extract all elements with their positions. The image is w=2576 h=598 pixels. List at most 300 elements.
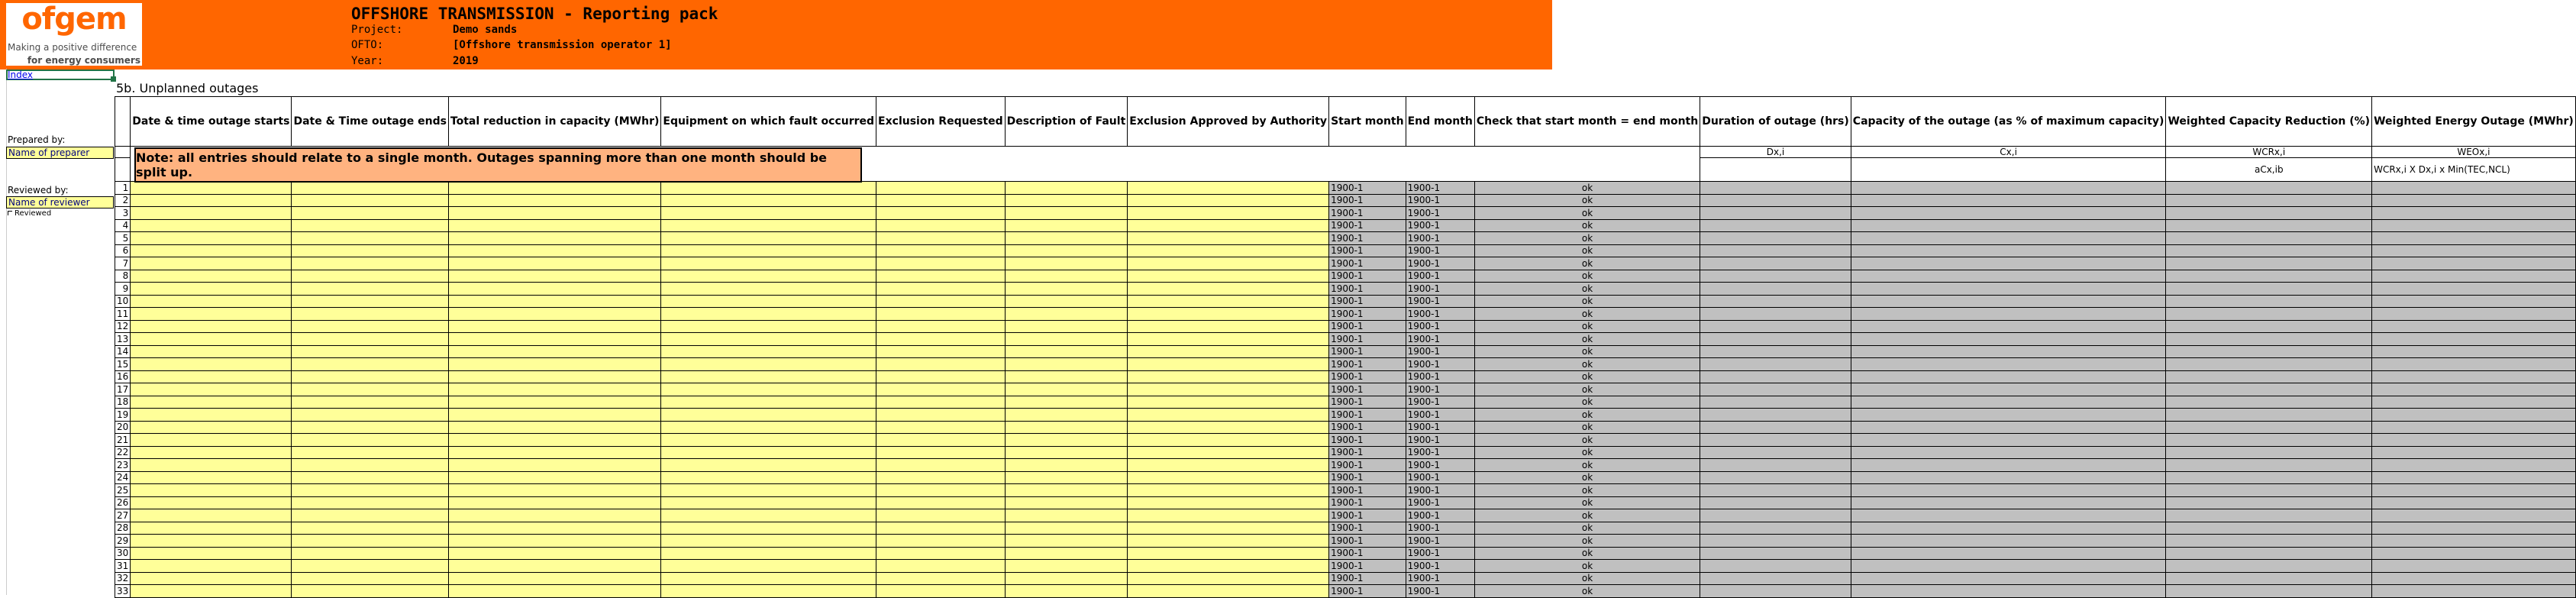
equipment-input[interactable] <box>661 471 876 484</box>
start-month-cell: 1900-1 <box>1329 295 1406 308</box>
fault-description-input[interactable] <box>1005 244 1128 257</box>
capacity-reduction-input[interactable] <box>448 535 660 548</box>
weighted-energy-cell <box>2372 459 2576 472</box>
outage-end-input[interactable] <box>292 585 448 598</box>
exclusion-approved-input[interactable] <box>1128 496 1329 509</box>
outage-start-input[interactable] <box>131 244 292 257</box>
outage-start-input[interactable] <box>131 270 292 283</box>
project-value[interactable]: Demo sands <box>453 24 518 36</box>
duration-cell <box>1700 572 1851 585</box>
start-month-cell: 1900-1 <box>1329 471 1406 484</box>
exclusion-requested-input[interactable] <box>876 446 1006 459</box>
exclusion-requested-input[interactable] <box>876 459 1006 472</box>
fault-description-input[interactable] <box>1005 522 1128 535</box>
end-month-cell: 1900-1 <box>1406 182 1474 195</box>
fault-description-input[interactable] <box>1005 257 1128 270</box>
exclusion-requested-input[interactable] <box>876 194 1006 207</box>
end-month-cell: 1900-1 <box>1406 257 1474 270</box>
exclusion-approved-input[interactable] <box>1128 547 1329 560</box>
capacity-reduction-input[interactable] <box>448 370 660 383</box>
weighted-capacity-cell <box>2166 358 2372 371</box>
fault-description-input[interactable] <box>1005 585 1128 598</box>
outage-end-input[interactable] <box>292 446 448 459</box>
exclusion-requested-input[interactable] <box>876 383 1006 396</box>
outage-start-input[interactable] <box>131 345 292 358</box>
outage-start-input[interactable] <box>131 207 292 220</box>
capacity-pct-cell <box>1851 459 2166 472</box>
outage-end-input[interactable] <box>292 535 448 548</box>
capacity-reduction-input[interactable] <box>448 244 660 257</box>
exclusion-approved-input[interactable] <box>1128 471 1329 484</box>
start-month-cell: 1900-1 <box>1329 496 1406 509</box>
capacity-reduction-input[interactable] <box>448 358 660 371</box>
outage-end-input[interactable] <box>292 295 448 308</box>
outage-end-input[interactable] <box>292 459 448 472</box>
exclusion-approved-input[interactable] <box>1128 283 1329 296</box>
outage-end-input[interactable] <box>292 434 448 447</box>
duration-symbol: Dx,i <box>1700 147 1851 158</box>
equipment-input[interactable] <box>661 535 876 548</box>
outage-end-input[interactable] <box>292 396 448 409</box>
fault-description-input[interactable] <box>1005 320 1128 333</box>
exclusion-approved-input[interactable] <box>1128 333 1329 346</box>
capacity-reduction-input[interactable] <box>448 219 660 232</box>
weighted-energy-cell <box>2372 509 2576 522</box>
capacity-pct-cell <box>1851 496 2166 509</box>
preparer-name-field[interactable]: Name of preparer <box>6 147 114 159</box>
fault-description-input[interactable] <box>1005 219 1128 232</box>
fault-description-input[interactable] <box>1005 471 1128 484</box>
capacity-reduction-input[interactable] <box>448 409 660 422</box>
equipment-input[interactable] <box>661 459 876 472</box>
equipment-input[interactable] <box>661 308 876 321</box>
equipment-input[interactable] <box>661 370 876 383</box>
weighted-capacity-cell <box>2166 446 2372 459</box>
outage-start-input[interactable] <box>131 182 292 195</box>
weighted-energy-cell <box>2372 471 2576 484</box>
exclusion-requested-input[interactable] <box>876 358 1006 371</box>
capacity-reduction-input[interactable] <box>448 434 660 447</box>
fault-description-input[interactable] <box>1005 232 1128 245</box>
capacity-reduction-input[interactable] <box>448 383 660 396</box>
fault-description-input[interactable] <box>1005 383 1128 396</box>
outage-end-input[interactable] <box>292 522 448 535</box>
fault-description-input[interactable] <box>1005 270 1128 283</box>
equipment-input[interactable] <box>661 421 876 434</box>
equipment-input[interactable] <box>661 333 876 346</box>
equipment-input[interactable] <box>661 219 876 232</box>
exclusion-approved-input[interactable] <box>1128 270 1329 283</box>
outage-start-input[interactable] <box>131 232 292 245</box>
exclusion-approved-input[interactable] <box>1128 396 1329 409</box>
ofto-value[interactable]: [Offshore transmission operator 1] <box>453 39 672 51</box>
capacity-pct-cell <box>1851 484 2166 497</box>
weighted-capacity-cell <box>2166 471 2372 484</box>
exclusion-requested-input[interactable] <box>876 396 1006 409</box>
capacity-reduction-input[interactable] <box>448 182 660 195</box>
exclusion-requested-input[interactable] <box>876 509 1006 522</box>
equipment-input[interactable] <box>661 283 876 296</box>
weighted-capacity-cell <box>2166 383 2372 396</box>
month-check-cell: ok <box>1474 270 1700 283</box>
equipment-input[interactable] <box>661 257 876 270</box>
fault-description-input[interactable] <box>1005 459 1128 472</box>
capacity-reduction-input[interactable] <box>448 560 660 573</box>
exclusion-requested-input[interactable] <box>876 547 1006 560</box>
outage-end-input[interactable] <box>292 572 448 585</box>
start-month-cell: 1900-1 <box>1329 333 1406 346</box>
exclusion-approved-input[interactable] <box>1128 421 1329 434</box>
fault-description-input[interactable] <box>1005 207 1128 220</box>
outage-start-input[interactable] <box>131 446 292 459</box>
outage-start-input[interactable] <box>131 496 292 509</box>
exclusion-requested-input[interactable] <box>876 244 1006 257</box>
fault-description-input[interactable] <box>1005 358 1128 371</box>
start-month-cell: 1900-1 <box>1329 434 1406 447</box>
fault-description-input[interactable] <box>1005 560 1128 573</box>
month-check-cell: ok <box>1474 459 1700 472</box>
fault-description-input[interactable] <box>1005 283 1128 296</box>
exclusion-approved-input[interactable] <box>1128 194 1329 207</box>
exclusion-approved-input[interactable] <box>1128 522 1329 535</box>
outage-start-input[interactable] <box>131 370 292 383</box>
outage-start-input[interactable] <box>131 471 292 484</box>
exclusion-requested-input[interactable] <box>876 585 1006 598</box>
exclusion-approved-input[interactable] <box>1128 585 1329 598</box>
weighted-capacity-cell <box>2166 295 2372 308</box>
exclusion-requested-input[interactable] <box>876 270 1006 283</box>
equipment-input[interactable] <box>661 572 876 585</box>
outage-end-input[interactable] <box>292 370 448 383</box>
outage-end-input[interactable] <box>292 496 448 509</box>
outage-start-input[interactable] <box>131 219 292 232</box>
capacity-reduction-input[interactable] <box>448 585 660 598</box>
outage-end-input[interactable] <box>292 409 448 422</box>
capacity-reduction-input[interactable] <box>448 496 660 509</box>
table-row <box>115 471 2576 484</box>
exclusion-requested-input[interactable] <box>876 345 1006 358</box>
outage-start-input[interactable] <box>131 434 292 447</box>
col-header-exclusion-requested: Exclusion Requested <box>876 97 1006 147</box>
month-check-cell: ok <box>1474 396 1700 409</box>
exclusion-approved-input[interactable] <box>1128 244 1329 257</box>
exclusion-requested-input[interactable] <box>876 333 1006 346</box>
row-number: 26 <box>115 496 131 509</box>
capacity-reduction-input[interactable] <box>448 446 660 459</box>
exclusion-requested-input[interactable] <box>876 535 1006 548</box>
exclusion-approved-input[interactable] <box>1128 219 1329 232</box>
capacity-reduction-input[interactable] <box>448 194 660 207</box>
duration-cell <box>1700 308 1851 321</box>
exclusion-approved-input[interactable] <box>1128 572 1329 585</box>
equipment-input[interactable] <box>661 383 876 396</box>
exclusion-requested-input[interactable] <box>876 421 1006 434</box>
capacity-reduction-input[interactable] <box>448 471 660 484</box>
capacity-reduction-input[interactable] <box>448 283 660 296</box>
outage-end-input[interactable] <box>292 270 448 283</box>
capacity-reduction-input[interactable] <box>448 207 660 220</box>
outage-end-input[interactable] <box>292 383 448 396</box>
year-value[interactable]: 2019 <box>453 55 479 67</box>
outage-end-input[interactable] <box>292 232 448 245</box>
row-number: 30 <box>115 547 131 560</box>
capacity-reduction-input[interactable] <box>448 308 660 321</box>
capacity-reduction-input[interactable] <box>448 421 660 434</box>
equipment-input[interactable] <box>661 207 876 220</box>
outage-start-input[interactable] <box>131 547 292 560</box>
capacity-reduction-input[interactable] <box>448 333 660 346</box>
capacity-reduction-input[interactable] <box>448 396 660 409</box>
exclusion-approved-input[interactable] <box>1128 207 1329 220</box>
exclusion-approved-input[interactable] <box>1128 358 1329 371</box>
exclusion-approved-input[interactable] <box>1128 509 1329 522</box>
outage-end-input[interactable] <box>292 257 448 270</box>
outage-end-input[interactable] <box>292 471 448 484</box>
duration-cell <box>1700 409 1851 422</box>
outage-start-input[interactable] <box>131 396 292 409</box>
outage-end-input[interactable] <box>292 194 448 207</box>
equipment-input[interactable] <box>661 585 876 598</box>
outage-end-input[interactable] <box>292 345 448 358</box>
equipment-input[interactable] <box>661 232 876 245</box>
capacity-reduction-input[interactable] <box>448 345 660 358</box>
exclusion-requested-input[interactable] <box>876 219 1006 232</box>
table-row <box>115 308 2576 321</box>
exclusion-approved-input[interactable] <box>1128 345 1329 358</box>
fault-description-input[interactable] <box>1005 396 1128 409</box>
exclusion-approved-input[interactable] <box>1128 232 1329 245</box>
outage-start-input[interactable] <box>131 257 292 270</box>
exclusion-approved-input[interactable] <box>1128 446 1329 459</box>
equipment-input[interactable] <box>661 409 876 422</box>
outage-start-input[interactable] <box>131 459 292 472</box>
outage-start-input[interactable] <box>131 194 292 207</box>
exclusion-requested-input[interactable] <box>876 560 1006 573</box>
outage-start-input[interactable] <box>131 535 292 548</box>
outage-start-input[interactable] <box>131 560 292 573</box>
equipment-input[interactable] <box>661 484 876 497</box>
fault-description-input[interactable] <box>1005 572 1128 585</box>
capacity-pct-cell <box>1851 547 2166 560</box>
outage-end-input[interactable] <box>292 509 448 522</box>
weighted-energy-cell <box>2372 572 2576 585</box>
end-month-cell: 1900-1 <box>1406 396 1474 409</box>
exclusion-approved-input[interactable] <box>1128 484 1329 497</box>
outage-end-input[interactable] <box>292 283 448 296</box>
col-header-month-check: Check that start month = end month <box>1474 97 1700 147</box>
month-check-cell: ok <box>1474 585 1700 598</box>
equipment-input[interactable] <box>661 446 876 459</box>
outage-start-input[interactable] <box>131 320 292 333</box>
weighted-energy-cell <box>2372 370 2576 383</box>
equipment-input[interactable] <box>661 244 876 257</box>
equipment-input[interactable] <box>661 320 876 333</box>
exclusion-requested-input[interactable] <box>876 295 1006 308</box>
outage-start-input[interactable] <box>131 522 292 535</box>
fault-description-input[interactable] <box>1005 345 1128 358</box>
fault-description-input[interactable] <box>1005 295 1128 308</box>
capacity-reduction-input[interactable] <box>448 295 660 308</box>
fault-description-input[interactable] <box>1005 333 1128 346</box>
equipment-input[interactable] <box>661 194 876 207</box>
fault-description-input[interactable] <box>1005 182 1128 195</box>
outage-start-input[interactable] <box>131 572 292 585</box>
equipment-input[interactable] <box>661 522 876 535</box>
equipment-input[interactable] <box>661 434 876 447</box>
exclusion-approved-input[interactable] <box>1128 560 1329 573</box>
outage-start-input[interactable] <box>131 585 292 598</box>
exclusion-approved-input[interactable] <box>1128 370 1329 383</box>
capacity-reduction-input[interactable] <box>448 572 660 585</box>
duration-cell <box>1700 383 1851 396</box>
fault-description-input[interactable] <box>1005 547 1128 560</box>
outage-end-input[interactable] <box>292 244 448 257</box>
exclusion-requested-input[interactable] <box>876 409 1006 422</box>
outage-start-input[interactable] <box>131 283 292 296</box>
equipment-input[interactable] <box>661 358 876 371</box>
exclusion-requested-input[interactable] <box>876 207 1006 220</box>
capacity-pct-cell <box>1851 257 2166 270</box>
outage-start-input[interactable] <box>131 358 292 371</box>
end-month-cell: 1900-1 <box>1406 308 1474 321</box>
weo-formula: WCRx,i X Dx,i x Min(TEC,NCL) <box>2372 158 2576 182</box>
reviewed-checkbox[interactable] <box>8 209 51 218</box>
exclusion-approved-input[interactable] <box>1128 434 1329 447</box>
outage-start-input[interactable] <box>131 333 292 346</box>
outage-start-input[interactable] <box>131 295 292 308</box>
outage-end-input[interactable] <box>292 207 448 220</box>
row-number: 25 <box>115 484 131 497</box>
weighted-energy-cell <box>2372 257 2576 270</box>
exclusion-requested-input[interactable] <box>876 283 1006 296</box>
exclusion-requested-input[interactable] <box>876 308 1006 321</box>
exclusion-requested-input[interactable] <box>876 572 1006 585</box>
duration-cell <box>1700 509 1851 522</box>
end-month-cell: 1900-1 <box>1406 358 1474 371</box>
outage-end-input[interactable] <box>292 560 448 573</box>
capacity-reduction-input[interactable] <box>448 320 660 333</box>
fault-description-input[interactable] <box>1005 370 1128 383</box>
outage-end-input[interactable] <box>292 484 448 497</box>
outage-end-input[interactable] <box>292 219 448 232</box>
capacity-reduction-input[interactable] <box>448 232 660 245</box>
fault-description-input[interactable] <box>1005 535 1128 548</box>
fault-description-input[interactable] <box>1005 496 1128 509</box>
exclusion-approved-input[interactable] <box>1128 459 1329 472</box>
start-month-cell: 1900-1 <box>1329 509 1406 522</box>
equipment-input[interactable] <box>661 182 876 195</box>
fault-description-input[interactable] <box>1005 308 1128 321</box>
outage-start-input[interactable] <box>131 409 292 422</box>
exclusion-approved-input[interactable] <box>1128 308 1329 321</box>
fault-description-input[interactable] <box>1005 484 1128 497</box>
equipment-input[interactable] <box>661 345 876 358</box>
equipment-input[interactable] <box>661 270 876 283</box>
exclusion-requested-input[interactable] <box>876 484 1006 497</box>
equipment-input[interactable] <box>661 509 876 522</box>
start-month-cell: 1900-1 <box>1329 383 1406 396</box>
outage-start-input[interactable] <box>131 308 292 321</box>
reviewer-name-field[interactable]: Name of reviewer <box>6 196 114 208</box>
month-check-cell: ok <box>1474 358 1700 371</box>
exclusion-requested-input[interactable] <box>876 257 1006 270</box>
duration-cell <box>1700 283 1851 296</box>
capacity-reduction-input[interactable] <box>448 459 660 472</box>
fill-handle[interactable] <box>111 76 116 82</box>
outage-end-input[interactable] <box>292 333 448 346</box>
outage-start-input[interactable] <box>131 421 292 434</box>
equipment-input[interactable] <box>661 295 876 308</box>
outage-end-input[interactable] <box>292 358 448 371</box>
row-number: 31 <box>115 560 131 573</box>
fault-description-input[interactable] <box>1005 194 1128 207</box>
exclusion-requested-input[interactable] <box>876 320 1006 333</box>
capacity-reduction-input[interactable] <box>448 547 660 560</box>
outage-start-input[interactable] <box>131 509 292 522</box>
equipment-input[interactable] <box>661 396 876 409</box>
exclusion-approved-input[interactable] <box>1128 295 1329 308</box>
equipment-input[interactable] <box>661 560 876 573</box>
duration-cell <box>1700 434 1851 447</box>
weighted-energy-cell <box>2372 560 2576 573</box>
exclusion-requested-input[interactable] <box>876 370 1006 383</box>
exclusion-approved-input[interactable] <box>1128 182 1329 195</box>
month-check-cell: ok <box>1474 471 1700 484</box>
capacity-reduction-input[interactable] <box>448 484 660 497</box>
start-month-cell: 1900-1 <box>1329 547 1406 560</box>
equipment-input[interactable] <box>661 547 876 560</box>
fault-description-input[interactable] <box>1005 409 1128 422</box>
start-month-cell: 1900-1 <box>1329 283 1406 296</box>
exclusion-approved-input[interactable] <box>1128 257 1329 270</box>
month-check-cell: ok <box>1474 295 1700 308</box>
equipment-input[interactable] <box>661 496 876 509</box>
index-link[interactable]: Index <box>8 69 34 80</box>
col-header-weighted-energy: Weighted Energy Outage (MWhr) <box>2372 97 2576 147</box>
table-row <box>115 560 2576 573</box>
capacity-pct-cell <box>1851 182 2166 195</box>
cell <box>1851 158 2166 182</box>
row-number: 2 <box>115 194 131 207</box>
exclusion-requested-input[interactable] <box>876 522 1006 535</box>
fault-description-input[interactable] <box>1005 434 1128 447</box>
fault-description-input[interactable] <box>1005 509 1128 522</box>
exclusion-requested-input[interactable] <box>876 496 1006 509</box>
capacity-reduction-input[interactable] <box>448 257 660 270</box>
month-check-cell: ok <box>1474 283 1700 296</box>
capacity-reduction-input[interactable] <box>448 270 660 283</box>
outage-end-input[interactable] <box>292 320 448 333</box>
exclusion-approved-input[interactable] <box>1128 409 1329 422</box>
fault-description-input[interactable] <box>1005 421 1128 434</box>
outage-start-input[interactable] <box>131 484 292 497</box>
fault-description-input[interactable] <box>1005 446 1128 459</box>
exclusion-requested-input[interactable] <box>876 434 1006 447</box>
capacity-reduction-input[interactable] <box>448 522 660 535</box>
exclusion-requested-input[interactable] <box>876 471 1006 484</box>
outage-end-input[interactable] <box>292 547 448 560</box>
outage-end-input[interactable] <box>292 308 448 321</box>
outage-end-input[interactable] <box>292 421 448 434</box>
capacity-reduction-input[interactable] <box>448 509 660 522</box>
exclusion-requested-input[interactable] <box>876 232 1006 245</box>
exclusion-approved-input[interactable] <box>1128 320 1329 333</box>
outage-start-input[interactable] <box>131 383 292 396</box>
exclusion-approved-input[interactable] <box>1128 383 1329 396</box>
outage-end-input[interactable] <box>292 182 448 195</box>
exclusion-approved-input[interactable] <box>1128 535 1329 548</box>
exclusion-requested-input[interactable] <box>876 182 1006 195</box>
